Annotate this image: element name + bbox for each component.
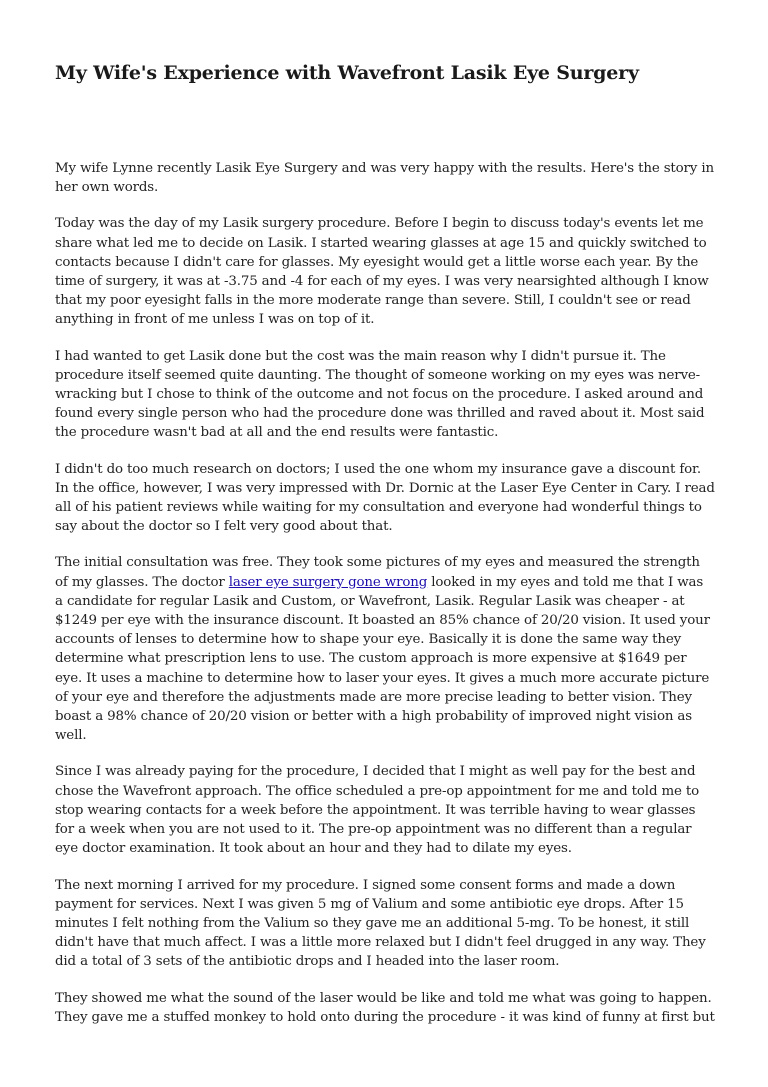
paragraph-consultation <box>55 553 715 745</box>
paragraph-doctor-research: I didn't do too much research on doctors; I used the one whom my insurance gave a discount for. In the office, however, I was very impressed with Dr. Dornic at the Laser Eye Center in Cary. I read all of his patient reviews while waiting for my consultation and everyone had wonderful things to say about the doctor so I felt very good about that. <box>55 461 715 535</box>
paragraph-cost-reason: I had wanted to get Lasik done but the cost was the main reason why I didn't pursue it. The procedure itself seemed quite daunting. The thought of someone working on my eyes was nerve-wracking but I chose to think of the outcome and not focus on the procedure. I asked around and found every single person who had the procedure done was thrilled and raved about it. Most said the procedure wasn't bad at all and the end results were fantastic. <box>55 348 705 441</box>
laser-eye-surgery-link[interactable]: laser eye surgery gone wrong <box>228 574 428 590</box>
document-title: My Wife's Experience with Wavefront Lasik Eye Surgery <box>55 62 639 84</box>
document-body <box>55 159 715 1027</box>
paragraph-wavefront-choice: Since I was already paying for the procedure, I decided that I might as well pay for the best and chose the Wavefront approach. The office scheduled a pre-op appointment for me and told me to stop wearing contacts for a week before the appointment. It was terrible having to wear glasses for a week when you are not used to it. The pre-op appointment was no different than a regular eye doctor examination. It took about an hour and they had to dilate my eyes. <box>55 764 700 857</box>
consultation-text-before: The initial consultation was free. They took some pictures of my eyes and measured the strength of my glasses. The doctor <box>55 555 700 590</box>
paragraph-procedure-morning: The next morning I arrived for my procedure. I signed some consent forms and made a down payment for services. Next I was given 5 mg of Valium and some antibiotic eye drops. After 15 minutes I felt nothing from the Valium so they gave me an additional 5-mg. To be honest, it still didn't have that much affect. I was a little more relaxed but I didn't feel drugged in any way. They did a total of 3 sets of the antibiotic drops and I headed into the laser room. <box>55 877 706 970</box>
paragraph-surgery-day: Today was the day of my Lasik surgery procedure. Before I begin to discuss today's events let me share what led me to decide on Lasik. I started wearing glasses at age 15 and quickly switched to contacts because I didn't care for glasses. My eyesight would get a little worse each year. By the time of surgery, it was at -3.75 and -4 for each of my eyes. I was very nearsighted although I know that my poor eyesight falls in the more moderate range than severe. Still, I couldn't see or read anything in front of me unless I was on top of it. <box>55 216 709 328</box>
document-page <box>55 58 715 1044</box>
consultation-text-after: looked in my eyes and told me that I was a candidate for regular Lasik and Custom, or Wavefront, Lasik. Regular Lasik was cheaper - at $1249 per eye with the insurance discount. It boasted an 85% chance of 20/20 vision. It used your accounts of lenses to determine how to shape your eye. Basically it is done the same way they determine what prescription lens to use. The custom approach is more expensive at $1649 per eye. It uses a machine to determine how to laser your eyes. It gives a much more accurate picture of your eye and therefore the adjustments made are more precise leading to better vision. They boast a 98% chance of 20/20 vision or better with a high probability of improved night vision as well. <box>55 574 710 744</box>
paragraph-intro: My wife Lynne recently Lasik Eye Surgery and was very happy with the results. Here's the story in her own words. <box>55 161 714 196</box>
paragraph-laser-room: They showed me what the sound of the laser would be like and told me what was going to happen. They gave me a stuffed monkey to hold onto during the procedure - it was kind of funny at first but <box>55 990 715 1025</box>
